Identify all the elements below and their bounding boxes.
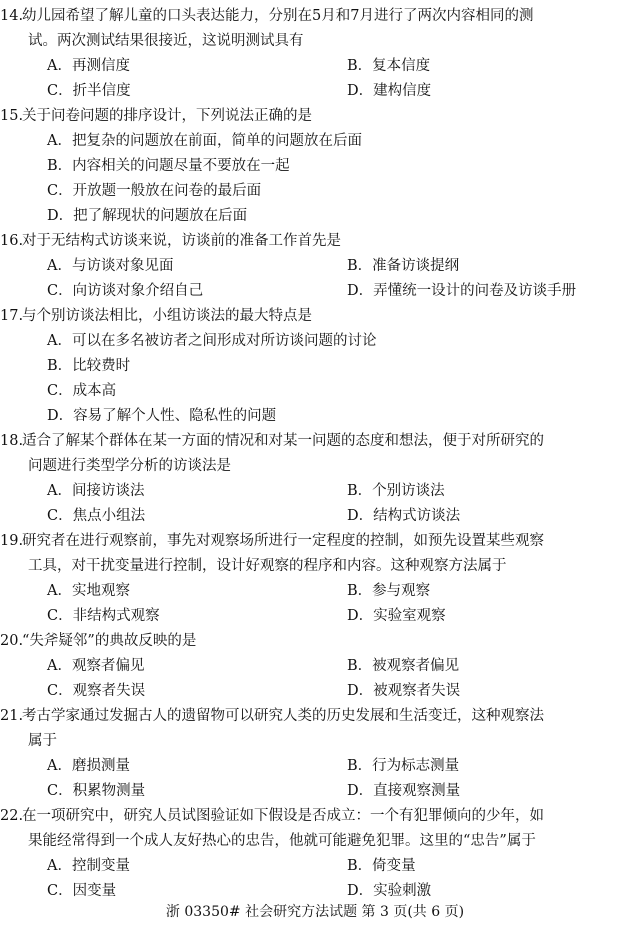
question-stem-text: 在一项研究中，研究人员试图验证如下假设是否成立：一个有犯罪倾向的少年，如 (22, 808, 544, 824)
question-stem-text: 对于无结构式访谈来说，访谈前的准备工作首先是 (22, 233, 341, 249)
question-stem (0, 429, 630, 454)
question-stem-continued: 试。两次测试结果很接近，这说明测试具有 (28, 33, 304, 49)
option-list (0, 254, 630, 304)
option-c: C．成本高 (47, 383, 117, 399)
option-a: A．与访谈对象见面 (47, 258, 174, 274)
question-number: 20. (0, 633, 24, 649)
question-number: 15. (0, 108, 24, 124)
option-c: C．非结构式观察 (47, 608, 160, 624)
option-list (0, 54, 630, 104)
question-16 (0, 229, 630, 304)
question-stem (0, 529, 630, 554)
question-list (0, 4, 630, 904)
option-list (0, 129, 630, 229)
option-list (0, 579, 630, 629)
question-18 (0, 429, 630, 529)
option-list (0, 754, 630, 804)
option-list (0, 329, 630, 429)
question-20 (0, 629, 630, 704)
question-stem-text: 考古学家通过发掘古人的遗留物可以研究人类的历史发展和生活变迁，这种观察法 (22, 708, 544, 724)
question-number: 14. (0, 8, 24, 24)
question-number: 22. (0, 808, 24, 824)
question-stem-continued: 工具，对干扰变量进行控制，设计好观察的程序和内容。这种观察方法属于 (28, 558, 507, 574)
option-c: C．向访谈对象介绍自己 (47, 283, 204, 299)
option-a: A．间接访谈法 (47, 483, 145, 499)
option-c: C．焦点小组法 (47, 508, 146, 524)
option-b: B．比较费时 (47, 358, 131, 374)
option-d: D．实验刺激 (347, 883, 432, 899)
question-stem-text: 与个别访谈法相比，小组访谈法的最大特点是 (22, 308, 312, 324)
question-number: 18. (0, 433, 24, 449)
option-b: B．被观察者偏见 (347, 658, 460, 674)
option-list (0, 654, 630, 704)
question-stem-continued: 属于 (28, 733, 57, 749)
option-b: B．复本信度 (347, 58, 431, 74)
option-a: A．再测信度 (47, 58, 130, 74)
question-stem-text: 幼儿园希望了解儿童的口头表达能力，分别在5月和7月进行了两次内容相同的测 (22, 8, 534, 24)
option-b: B．内容相关的问题尽量不要放在一起 (47, 158, 290, 174)
option-a: A．控制变量 (47, 858, 130, 874)
option-d: D．直接观察测量 (347, 783, 461, 799)
option-b: B．参与观察 (347, 583, 431, 599)
question-stem (0, 704, 630, 729)
option-list (0, 854, 630, 904)
question-number: 16. (0, 233, 24, 249)
option-d: D．弄懂统一设计的问卷及访谈手册 (347, 283, 577, 299)
question-22 (0, 804, 630, 904)
question-stem-continued: 问题进行类型学分析的访谈法是 (28, 458, 231, 474)
question-stem (0, 804, 630, 829)
option-b: B．倚变量 (347, 858, 416, 874)
question-stem (0, 229, 630, 254)
question-number: 19. (0, 533, 24, 549)
question-stem-text: 关于问卷问题的排序设计，下列说法正确的是 (22, 108, 312, 124)
option-c: C．因变量 (47, 883, 117, 899)
question-15 (0, 104, 630, 229)
question-stem-text: “失斧疑邻”的典故反映的是 (22, 633, 197, 649)
question-stem-text: 适合了解某个群体在某一方面的情况和对某一问题的态度和想法，便于对所研究的 (22, 433, 544, 449)
question-stem-continued: 果能经常得到一个成人友好热心的忠告，他就可能避免犯罪。这里的“忠告”属于 (28, 833, 536, 849)
option-b: B．行为标志测量 (347, 758, 460, 774)
option-c: C．开放题一般放在问卷的最后面 (47, 183, 262, 199)
question-14 (0, 4, 630, 104)
option-d: D．容易了解个人性、隐私性的问题 (47, 408, 277, 424)
option-d: D．实验室观察 (347, 608, 446, 624)
option-list (0, 479, 630, 529)
option-a: A．把复杂的问题放在前面，简单的问题放在后面 (47, 133, 362, 149)
option-b: B．个别访谈法 (347, 483, 445, 499)
option-a: A．可以在多名被访者之间形成对所访谈问题的讨论 (47, 333, 377, 349)
option-a: A．实地观察 (47, 583, 130, 599)
option-d: D．被观察者失误 (347, 683, 461, 699)
question-stem (0, 304, 630, 329)
option-d: D．结构式访谈法 (347, 508, 461, 524)
option-d: D．把了解现状的问题放在后面 (47, 208, 248, 224)
option-d: D．建构信度 (347, 83, 432, 99)
question-19 (0, 529, 630, 629)
question-stem (0, 4, 630, 29)
question-17 (0, 304, 630, 429)
question-stem-text: 研究者在进行观察前，事先对观察场所进行一定程度的控制，如预先设置某些观察 (22, 533, 544, 549)
option-b: B．准备访谈提纲 (347, 258, 460, 274)
question-number: 17. (0, 308, 24, 324)
option-c: C．观察者失误 (47, 683, 146, 699)
question-number: 21. (0, 708, 24, 724)
question-21 (0, 704, 630, 804)
option-a: A．磨损测量 (47, 758, 130, 774)
page-footer: 浙 03350# 社会研究方法试题 第 3 页(共 6 页) (165, 904, 465, 920)
question-stem (0, 629, 630, 654)
option-a: A．观察者偏见 (47, 658, 145, 674)
question-stem (0, 104, 630, 129)
option-c: C．折半信度 (47, 83, 131, 99)
option-c: C．积累物测量 (47, 783, 146, 799)
